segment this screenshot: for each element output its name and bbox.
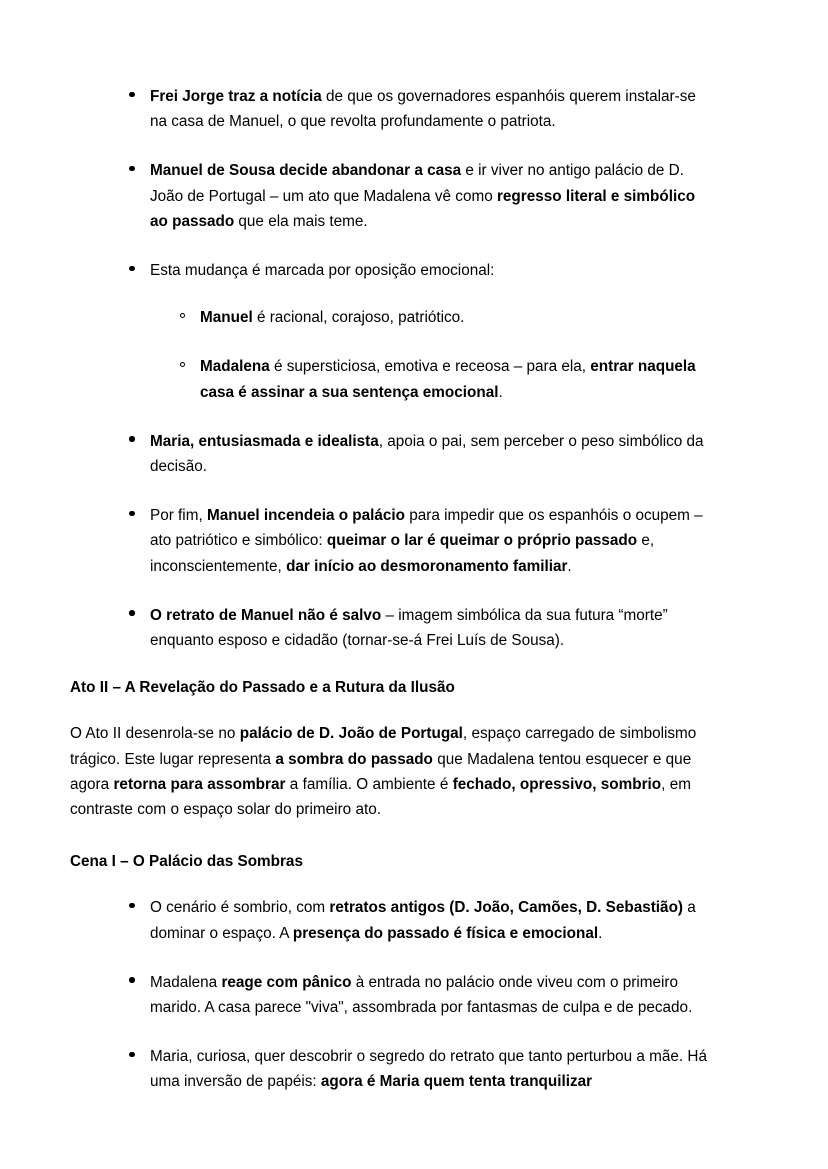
text-run: O cenário é sombrio, com xyxy=(150,899,330,917)
text-run-bold: reage com pânico xyxy=(221,973,352,991)
text-run-bold: a sombra do passado xyxy=(275,750,433,768)
list-item xyxy=(70,895,712,945)
list-item xyxy=(70,603,712,653)
list-item xyxy=(70,429,712,479)
text-run-bold: presença do passado é física e emocional xyxy=(292,924,599,942)
text-run: à entrada no palácio onde viveu com o primeiro marido. A casa parece "viva", assombrada por fantasmas de culpa e de pecado. xyxy=(150,973,693,1017)
list-item xyxy=(70,1044,712,1094)
text-run-bold: Maria, entusiasmada e idealista xyxy=(150,432,379,450)
bullet-disc-icon xyxy=(129,503,135,528)
bullet-circle-icon xyxy=(180,354,185,379)
text-run: que Madalena tentou esquecer e que agora xyxy=(70,750,692,793)
bullet-disc-icon xyxy=(129,970,135,995)
list-item-text xyxy=(150,899,696,941)
text-run: O Ato II desenrola-se no xyxy=(70,725,240,743)
text-run: a dominar o espaço. A xyxy=(150,899,696,942)
block-spacer xyxy=(70,835,712,849)
bullet-disc-icon xyxy=(129,1044,135,1069)
bullet-list xyxy=(70,895,712,1094)
text-run-bold: Madalena xyxy=(200,358,270,376)
section-heading: Cena I – O Palácio das Sombras xyxy=(70,853,303,871)
document-content xyxy=(70,84,712,1117)
block-spacer xyxy=(70,653,712,675)
text-run-bold: Manuel xyxy=(200,309,253,327)
list-item xyxy=(70,970,712,1020)
text-run: Maria, curiosa, quer descobrir o segredo do retrato que tanto perturbou a mãe. Há uma inversão de papéis: xyxy=(150,1048,707,1091)
bullet-disc-icon xyxy=(129,895,135,920)
text-run: a família. O ambiente é xyxy=(285,775,453,793)
bullet-disc-icon xyxy=(129,158,135,183)
text-run-bold: retratos antigos (D. João, Camões, D. Sebastião) xyxy=(329,899,684,917)
list-item-text xyxy=(150,507,703,574)
list-item xyxy=(70,84,712,134)
text-run-bold: Frei Jorge traz a notícia xyxy=(150,88,322,105)
block-spacer xyxy=(70,1095,712,1117)
text-run: Esta mudança é marcada por oposição emocional: xyxy=(150,262,495,280)
list-item xyxy=(70,258,712,405)
text-run: Madalena xyxy=(150,973,222,991)
text-run: . xyxy=(498,383,503,401)
text-run-bold: fechado, opressivo, sombrio xyxy=(452,775,662,793)
list-item-text xyxy=(150,433,704,475)
text-run-bold: retorna para assombrar xyxy=(113,775,286,793)
paragraph xyxy=(70,721,712,822)
bullet-disc-icon xyxy=(129,258,135,283)
text-run: é supersticiosa, emotiva e receosa – para ela, xyxy=(269,358,591,376)
text-run-bold: dar início ao desmoronamento familiar xyxy=(286,557,568,575)
text-run: . xyxy=(598,924,603,942)
block-spacer xyxy=(70,885,712,895)
section-heading: Ato II – A Revelação do Passado e a Rutura da Ilusão xyxy=(70,679,455,697)
list-item xyxy=(150,354,712,404)
text-run-bold: Manuel de Sousa decide abandonar a casa xyxy=(150,162,462,180)
text-run-bold: regresso literal e simbólico ao passado xyxy=(150,187,696,230)
list-item-text xyxy=(200,309,464,326)
list-item-text xyxy=(150,88,696,130)
text-run-bold: Manuel incendeia o palácio xyxy=(206,507,406,525)
text-run: , espaço carregado de simbolismo trágico. Este lugar representa xyxy=(70,725,697,768)
text-run: – imagem simbólica da sua futura “morte” enquanto esposo e cidadão (tornar-se-á Frei Luís de Sousa). xyxy=(150,606,668,650)
text-run-bold: queimar o lar é queimar o próprio passado xyxy=(326,532,638,550)
list-item-text xyxy=(150,607,668,649)
bullet-list xyxy=(70,84,712,653)
text-run: e, inconscientemente, xyxy=(150,532,655,575)
text-run: , em contraste com o espaço solar do primeiro ato. xyxy=(70,775,692,819)
bullet-disc-icon xyxy=(129,84,135,109)
bullet-disc-icon xyxy=(129,603,135,628)
list-item-text xyxy=(150,162,695,229)
list-item xyxy=(150,305,712,330)
text-run-bold: palácio de D. João de Portugal xyxy=(239,725,463,743)
bullet-disc-icon xyxy=(129,429,135,454)
text-run: , apoia o pai, sem perceber o peso simbólico da decisão. xyxy=(150,432,704,476)
text-run: de que os governadores espanhóis querem instalar-se na casa de Manuel, o que revolta profundamente o patriota. xyxy=(150,88,696,131)
text-run: e ir viver no antigo palácio de D. João de Portugal – um ato que Madalena vê como xyxy=(150,162,684,205)
text-run-bold: O retrato de Manuel não é salvo xyxy=(150,606,382,624)
text-run-bold: agora é Maria quem tenta tranquilizar xyxy=(320,1073,593,1091)
list-item xyxy=(70,158,712,234)
list-item-text xyxy=(150,1048,707,1090)
list-item xyxy=(70,503,712,579)
list-item-text xyxy=(150,974,692,1016)
document-body xyxy=(70,84,712,1117)
bullet-circle-icon xyxy=(180,305,185,330)
text-run: é racional, corajoso, patriótico. xyxy=(252,309,465,327)
text-run: para impedir que os espanhóis o ocupem – ato patriótico e simbólico: xyxy=(150,507,703,550)
text-run: Por fim, xyxy=(150,507,207,525)
block-spacer xyxy=(70,711,712,721)
text-run: que ela mais teme. xyxy=(234,212,368,230)
list-item-text xyxy=(150,262,494,279)
list-item-text xyxy=(200,358,696,400)
text-run: . xyxy=(567,557,572,575)
text-run-bold: entrar naquela casa é assinar a sua sentença emocional xyxy=(200,358,696,401)
nested-bullet-list xyxy=(150,305,712,405)
